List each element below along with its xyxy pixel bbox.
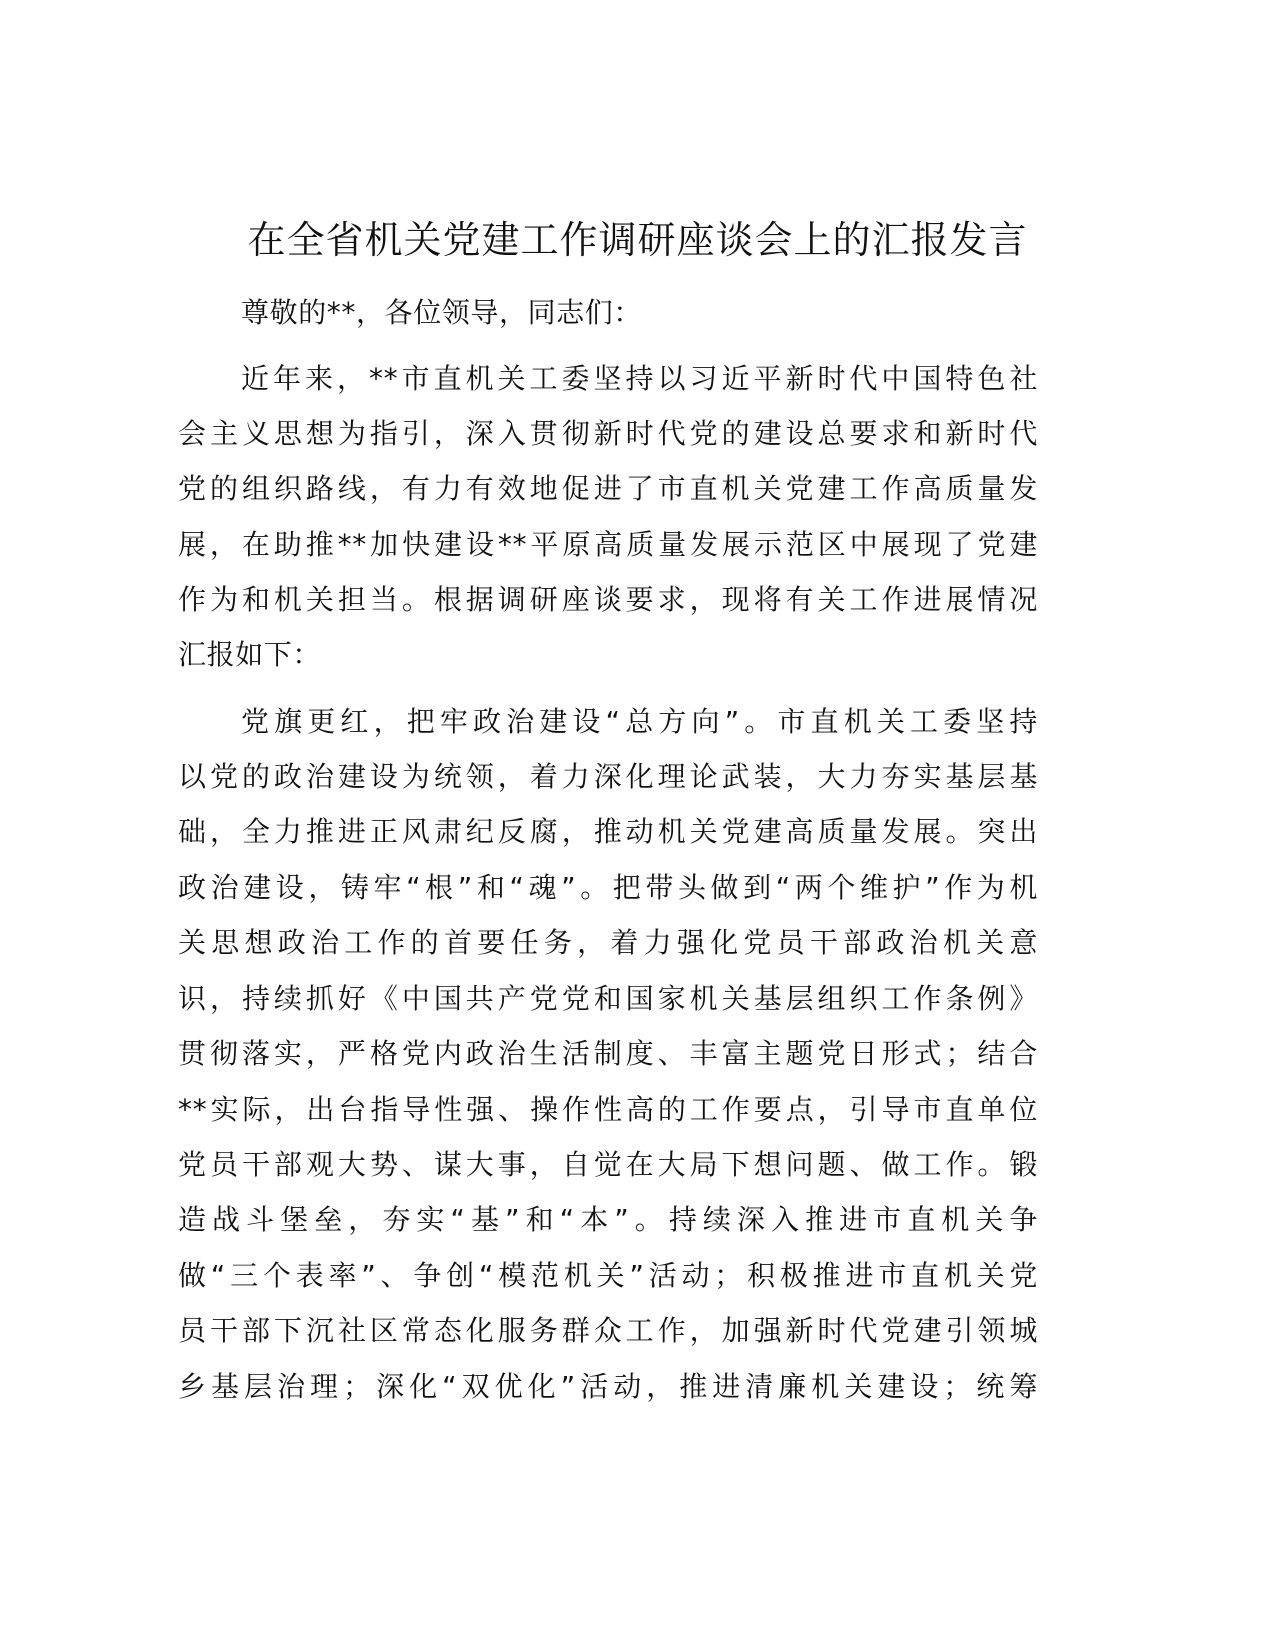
- paragraph-line: 识，持续抓好《中国共产党党和国家机关基层组织工作条例》: [178, 982, 1038, 1015]
- paragraph-line: 党旗更红，把牢政治建设“总方向”。市直机关工委坚持: [241, 705, 1038, 738]
- paragraph-line: 党的组织路线，有力有效地促进了市直机关党建工作高质量发: [178, 472, 1038, 505]
- paragraph-line: 汇报如下：: [178, 638, 322, 671]
- paragraph-line: 近年来，**市直机关工委坚持以习近平新时代中国特色社: [241, 362, 1038, 395]
- paragraph-line: 作为和机关担当。根据调研座谈要求，现将有关工作进展情况: [178, 583, 1038, 616]
- paragraph-line: 造战斗堡垒，夯实“基”和“本”。持续深入推进市直机关争: [178, 1203, 1038, 1236]
- paragraph-line: 础，全力推进正风肃纪反腐，推动机关党建高质量发展。突出: [178, 815, 1038, 848]
- paragraph-line: 员干部下沉社区常态化服务群众工作，加强新时代党建引领城: [178, 1314, 1038, 1347]
- paragraph-line: 做“三个表率”、争创“模范机关”活动；积极推进市直机关党: [178, 1259, 1038, 1292]
- paragraph-line: 会主义思想为指引，深入贯彻新时代党的建设总要求和新时代: [178, 417, 1038, 450]
- paragraph-line: 关思想政治工作的首要任务，着力强化党员干部政治机关意: [178, 926, 1038, 959]
- paragraph-line: 以党的政治建设为统领，着力深化理论武装，大力夯实基层基: [178, 760, 1038, 793]
- paragraph-line: 乡基层治理；深化“双优化”活动，推进清廉机关建设；统筹: [178, 1370, 1038, 1403]
- document-title: 在全省机关党建工作调研座谈会上的汇报发言: [247, 218, 1028, 262]
- paragraph-line: 贯彻落实，严格党内政治生活制度、丰富主题党日形式；结合: [178, 1037, 1038, 1070]
- salutation: 尊敬的**，各位领导，同志们：: [241, 296, 643, 329]
- paragraph-line: 党员干部观大势、谋大事，自觉在大局下想问题、做工作。锻: [178, 1148, 1038, 1181]
- paragraph-line: 政治建设，铸牢“根”和“魂”。把带头做到“两个维护”作为机: [178, 871, 1038, 904]
- paragraph-line: **实际，出台指导性强、操作性高的工作要点，引导市直单位: [178, 1093, 1038, 1126]
- paragraph-line: 展，在助推**加快建设**平原高质量发展示范区中展现了党建: [178, 528, 1038, 561]
